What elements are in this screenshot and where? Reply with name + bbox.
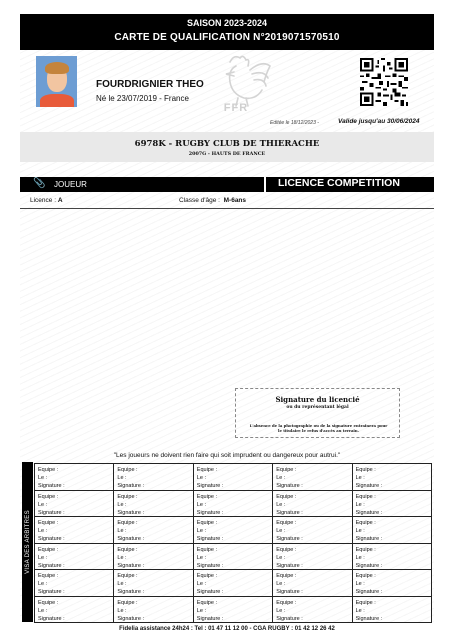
visa-cell-label: Signature : bbox=[355, 536, 383, 542]
signature-box bbox=[235, 388, 400, 438]
age-class-field bbox=[179, 197, 246, 204]
visa-cell-label: Signature : bbox=[38, 589, 65, 595]
visa-cell-label: Signature : bbox=[117, 615, 144, 622]
visa-cell-label: Le : bbox=[196, 554, 206, 561]
visa-cell-label: Le : bbox=[117, 501, 127, 508]
visa-cell-label: Equipe : bbox=[38, 546, 59, 553]
visa-cell bbox=[194, 491, 273, 518]
visa-cell-label: Equipe : bbox=[38, 467, 59, 473]
visa-cell-label: Equipe : bbox=[117, 493, 138, 500]
player-birth: Né le 23/07/2019 - France bbox=[96, 94, 189, 103]
valid-until: Valide jusqu'au 30/06/2024 bbox=[338, 118, 420, 125]
visa-cell-label: Equipe : bbox=[117, 467, 138, 473]
visa-cell-label: Equipe : bbox=[355, 573, 376, 579]
age-class-value: M-6ans bbox=[223, 197, 247, 204]
licence-field bbox=[30, 197, 63, 204]
visa-cell-label: Equipe : bbox=[117, 546, 138, 553]
visa-cell-label: Le : bbox=[196, 475, 206, 481]
visa-cell-label: Le : bbox=[355, 607, 365, 614]
visa-cell-label: Equipe : bbox=[355, 493, 376, 500]
visa-cell bbox=[353, 570, 432, 597]
visa-cell bbox=[273, 544, 352, 571]
visa-cell-label: Signature : bbox=[276, 589, 303, 595]
visa-cell-label: Le : bbox=[355, 554, 365, 561]
licence-type: LICENCE COMPETITION bbox=[278, 177, 400, 189]
visa-cell-label: Le : bbox=[276, 501, 286, 508]
visa-cell-label: Le : bbox=[276, 475, 286, 481]
signature-note: L'absence de la photographie ou de la signature entraînera pour le titulaire le refus d'accès au terrain. bbox=[249, 423, 388, 433]
visa-cell-label: Signature : bbox=[196, 509, 224, 516]
visa-cell-label: Equipe : bbox=[117, 520, 138, 526]
visa-cell-label: Signature : bbox=[38, 536, 65, 542]
visa-cell-label: Signature : bbox=[355, 483, 383, 489]
visa-cell-label: Signature : bbox=[196, 536, 224, 542]
visa-cell-label: Equipe : bbox=[196, 546, 217, 553]
visa-cell-label: Le : bbox=[196, 581, 206, 587]
visa-cell bbox=[114, 544, 193, 571]
band-divider bbox=[264, 177, 266, 192]
visa-cell-label: Le : bbox=[38, 581, 48, 587]
visa-cell-label: Equipe : bbox=[196, 467, 217, 473]
club-band bbox=[20, 132, 434, 162]
visa-cell bbox=[114, 517, 193, 544]
visa-cell-label: Equipe : bbox=[196, 573, 217, 579]
visa-cell-label: Le : bbox=[355, 528, 365, 534]
licence-label: Licence : bbox=[30, 197, 57, 204]
fair-play-quote: "Les joueurs ne doivent rien faire qui soit imprudent ou dangereux pour autrui." bbox=[113, 452, 341, 459]
assistance-footer: Fidelia assistance 24h24 : Tel : 01 47 11 12 00 - CGA RUGBY : 01 42 12 26 42 bbox=[119, 626, 335, 632]
season-header bbox=[20, 14, 434, 50]
visa-cell-label: Equipe : bbox=[38, 493, 59, 500]
visa-cell-label: Signature : bbox=[355, 509, 383, 516]
visa-cell bbox=[35, 544, 114, 571]
visa-cell-label: Signature : bbox=[355, 562, 383, 569]
visa-cell bbox=[273, 491, 352, 518]
signature-title: Signature du licencié bbox=[275, 395, 360, 404]
visa-cell-label: Le : bbox=[117, 607, 127, 614]
visa-cell bbox=[353, 544, 432, 571]
visa-cell-label: Signature : bbox=[38, 509, 65, 516]
visa-cell bbox=[35, 464, 114, 491]
player-role: JOUEUR bbox=[54, 180, 87, 189]
visa-cell-label: Equipe : bbox=[276, 493, 297, 500]
visa-cell bbox=[353, 517, 432, 544]
visa-cell-label: Le : bbox=[276, 607, 286, 614]
visa-cell-label: Signature : bbox=[276, 483, 303, 489]
visa-cell-label: Signature : bbox=[38, 615, 65, 622]
visa-cell bbox=[273, 464, 352, 491]
player-photo bbox=[36, 56, 77, 107]
visa-cell-label: Le : bbox=[117, 475, 127, 481]
paperclip-icon: 📎 bbox=[33, 178, 46, 189]
visa-cell-label: Signature : bbox=[196, 483, 224, 489]
visa-cell-label: Signature : bbox=[38, 562, 65, 569]
visa-cell-label: Signature : bbox=[38, 483, 65, 489]
visa-cell-label: Equipe : bbox=[276, 520, 297, 526]
visa-cell bbox=[194, 544, 273, 571]
visa-cell-label: Equipe : bbox=[276, 546, 297, 553]
visa-cell-label: Le : bbox=[117, 581, 127, 587]
signature-subtitle: ou du représentant légal bbox=[286, 405, 349, 410]
visa-cell-label: Equipe : bbox=[38, 599, 59, 606]
visa-cell-label: Le : bbox=[355, 581, 365, 587]
player-name: FOURDRIGNIER THEO bbox=[96, 79, 204, 90]
visa-cell bbox=[194, 464, 273, 491]
visa-cell bbox=[114, 597, 193, 624]
visa-cell-label: Le : bbox=[38, 501, 48, 508]
edited-date: Editée le 18/12/2023 - bbox=[270, 120, 319, 126]
visa-cell-label: Signature : bbox=[117, 509, 144, 516]
visa-cell bbox=[273, 597, 352, 624]
visa-cell-label: Signature : bbox=[355, 615, 383, 622]
visa-cell bbox=[35, 491, 114, 518]
role-band bbox=[20, 177, 434, 192]
visa-cell-label: Equipe : bbox=[38, 573, 59, 579]
visa-cell-label: Equipe : bbox=[38, 520, 59, 526]
club-region: 2007G - HAUTS DE FRANCE bbox=[188, 151, 266, 157]
visa-cell-label: Equipe : bbox=[196, 520, 217, 526]
visa-cell-label: Equipe : bbox=[276, 599, 297, 606]
visa-cell-label: Le : bbox=[38, 607, 48, 614]
visa-cell-label: Signature : bbox=[276, 562, 303, 569]
visa-cell-label: Le : bbox=[117, 528, 127, 534]
divider bbox=[20, 208, 434, 209]
qr-code-icon bbox=[360, 58, 408, 106]
visa-cell-label: Le : bbox=[355, 475, 365, 481]
visa-cell-label: Le : bbox=[196, 607, 206, 614]
visa-cell-label: Le : bbox=[276, 554, 286, 561]
visa-cell-label: Equipe : bbox=[355, 599, 376, 606]
visa-cell bbox=[353, 464, 432, 491]
visa-cell-label: Le : bbox=[38, 528, 48, 534]
visa-cell bbox=[114, 464, 193, 491]
visa-cell-label: Equipe : bbox=[276, 467, 297, 473]
visa-cell bbox=[35, 517, 114, 544]
visa-cell-label: Signature : bbox=[117, 562, 144, 569]
visa-cell-label: Le : bbox=[38, 554, 48, 561]
referee-visa-label bbox=[22, 462, 33, 622]
visa-cell-label: Signature : bbox=[117, 589, 144, 595]
ffr-logo-text: FFR bbox=[223, 102, 249, 114]
visa-cell-label: Signature : bbox=[276, 615, 303, 622]
visa-cell-label: Equipe : bbox=[276, 573, 297, 579]
visa-cell-label: Equipe : bbox=[117, 573, 138, 579]
visa-cell bbox=[353, 597, 432, 624]
visa-cell-label: Equipe : bbox=[196, 599, 217, 606]
referee-visa-text: VISA DES ARBITRES bbox=[24, 510, 31, 574]
visa-cell bbox=[114, 491, 193, 518]
visa-cell-label: Equipe : bbox=[355, 467, 376, 473]
visa-cell-label: Le : bbox=[38, 475, 48, 481]
qualification-card bbox=[20, 14, 434, 632]
season-title: SAISON 2023-2024 bbox=[186, 18, 268, 28]
visa-cell bbox=[35, 597, 114, 624]
visa-cell-label: Signature : bbox=[196, 589, 224, 595]
visa-cell-label: Signature : bbox=[117, 483, 144, 489]
visa-cell bbox=[35, 570, 114, 597]
visa-cell-label: Equipe : bbox=[355, 546, 376, 553]
visa-cell bbox=[353, 491, 432, 518]
visa-cell bbox=[194, 570, 273, 597]
visa-cell-label: Le : bbox=[196, 501, 206, 508]
visa-cell bbox=[194, 517, 273, 544]
visa-cell bbox=[194, 597, 273, 624]
visa-cell bbox=[114, 570, 193, 597]
visa-cell-label: Le : bbox=[196, 528, 206, 534]
card-number: CARTE DE QUALIFICATION N°2019071570510 bbox=[114, 32, 340, 43]
visa-cell-label: Signature : bbox=[196, 615, 224, 622]
visa-cell-label: Equipe : bbox=[196, 493, 217, 500]
visa-cell-label: Signature : bbox=[117, 536, 144, 542]
licence-value: A bbox=[57, 197, 63, 204]
visa-cell-label: Signature : bbox=[276, 509, 303, 516]
visa-cell-label: Le : bbox=[355, 501, 365, 508]
visa-cell-label: Signature : bbox=[196, 562, 224, 569]
visa-cell bbox=[273, 570, 352, 597]
visa-cell bbox=[273, 517, 352, 544]
visa-cell-label: Signature : bbox=[355, 589, 383, 595]
visa-cell-label: Le : bbox=[276, 581, 286, 587]
visa-cell-label: Le : bbox=[117, 554, 127, 561]
age-class-label: Classe d'âge : bbox=[179, 197, 220, 204]
referee-visa-grid bbox=[34, 463, 432, 623]
club-name: 6978K - RUGBY CLUB DE THIERACHE bbox=[134, 139, 320, 149]
visa-cell-label: Signature : bbox=[276, 536, 303, 542]
visa-cell-label: Le : bbox=[276, 528, 286, 534]
visa-cell-label: Equipe : bbox=[117, 599, 138, 606]
visa-cell-label: Equipe : bbox=[355, 520, 376, 526]
